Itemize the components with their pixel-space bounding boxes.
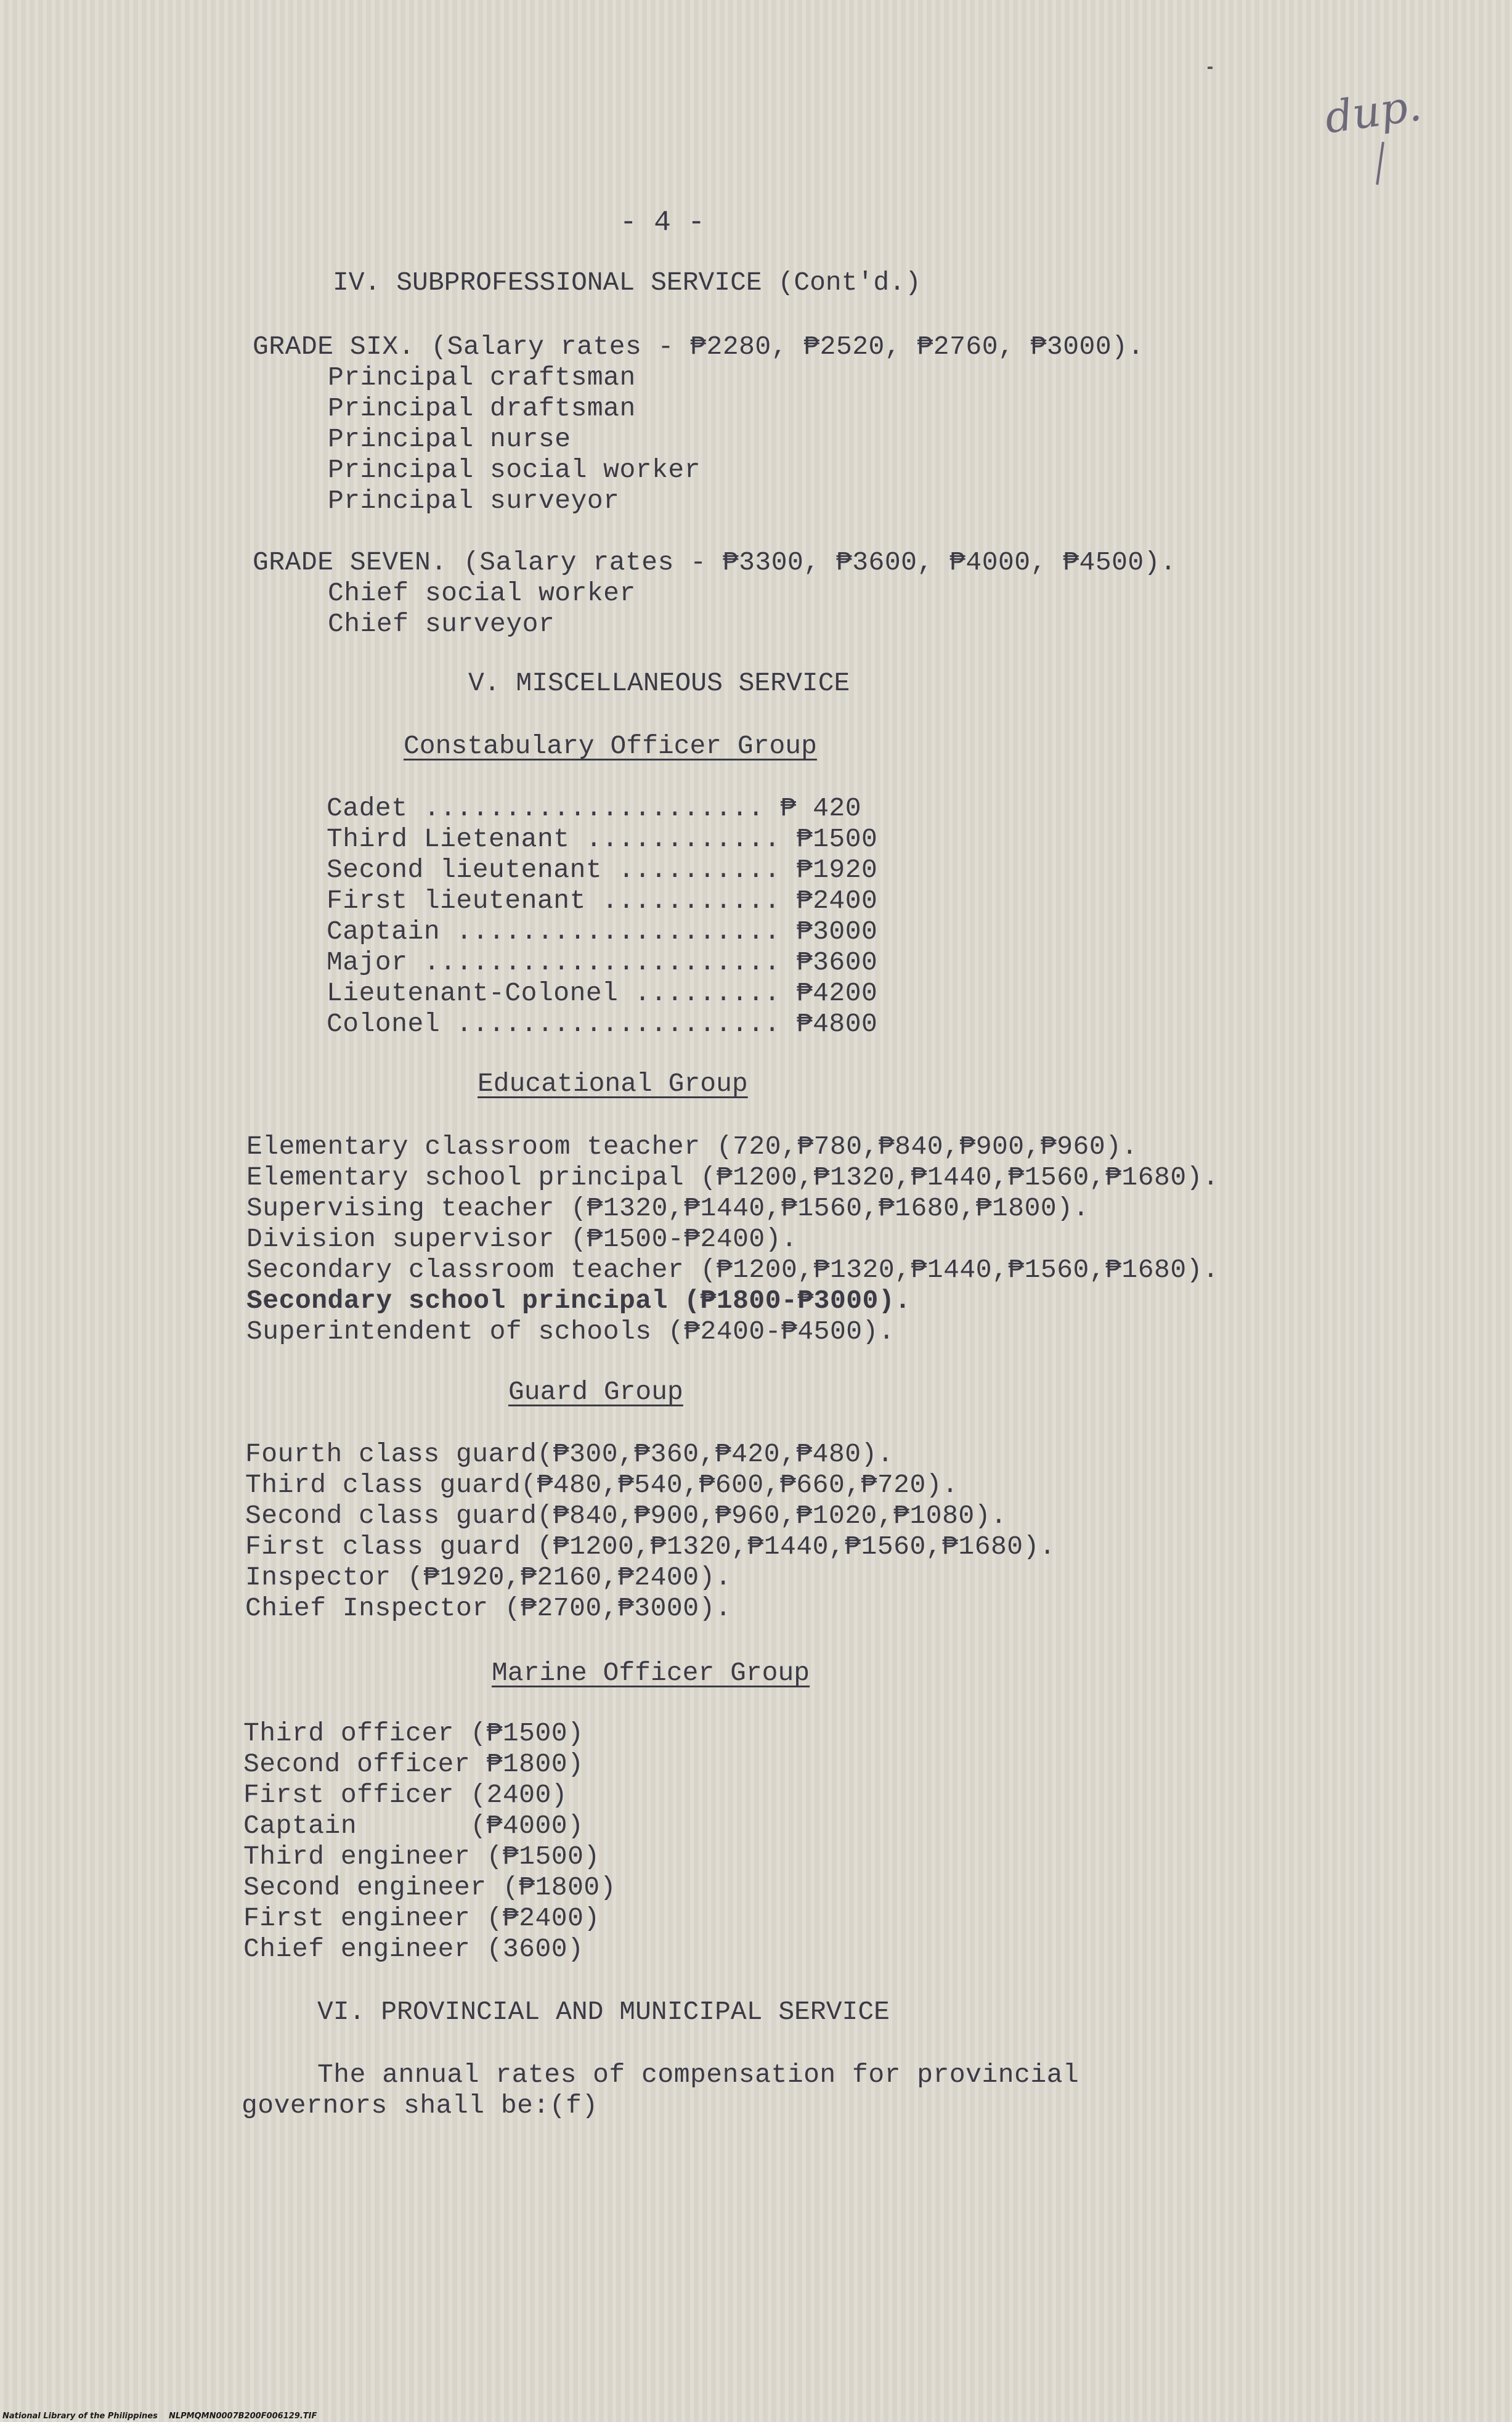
annotation-stroke (1376, 142, 1384, 185)
provincial-heading: VI. PROVINCIAL AND MUNICIPAL SERVICE (317, 1997, 890, 2027)
constabulary-row: First lieutenant ........... ₱2400 (327, 886, 878, 916)
guard-row: Third class guard(₱480,₱540,₱600,₱660,₱720). (245, 1470, 959, 1500)
provincial-text-line: governors shall be:(f) (242, 2090, 598, 2121)
constabulary-row: Second lieutenant .......... ₱1920 (327, 855, 878, 885)
marine-row: Third engineer (₱1500) (243, 1841, 600, 1872)
educational-row: Secondary school principal (₱1800-₱3000). (246, 1286, 911, 1316)
grade-six-item: Principal nurse (328, 424, 571, 454)
constabulary-row: Cadet ..................... ₱ 420 (327, 793, 862, 823)
grade-six-item: Principal craftsman (328, 362, 636, 393)
educational-row: Division supervisor (₱1500-₱2400). (246, 1224, 798, 1254)
grade-seven-item: Chief social worker (328, 578, 636, 608)
marine-row: Captain (₱4000) (243, 1811, 584, 1841)
educational-heading: Educational Group (478, 1069, 748, 1099)
educational-row: Superintendent of schools (₱2400-₱4500). (246, 1316, 895, 1347)
miscellaneous-heading: V. MISCELLANEOUS SERVICE (468, 668, 850, 698)
grade-seven-heading: GRADE SEVEN. (Salary rates - ₱3300, ₱3600, ₱4000, ₱4500). (253, 547, 1177, 577)
guard-row: First class guard (₱1200,₱1320,₱1440,₱1560,₱1680). (245, 1531, 1056, 1562)
educational-row: Elementary school principal (₱1200,₱1320,₱1440,₱1560,₱1680). (246, 1162, 1219, 1193)
marine-row: First engineer (₱2400) (243, 1903, 600, 1933)
grade-seven-item: Chief surveyor (328, 609, 555, 639)
grade-six-item: Principal social worker (328, 455, 701, 485)
grade-six-item: Principal draftsman (328, 393, 636, 423)
constabulary-heading: Constabulary Officer Group (404, 731, 817, 761)
grade-six-heading: GRADE SIX. (Salary rates - ₱2280, ₱2520, ₱2760, ₱3000). (253, 332, 1144, 362)
marine-heading: Marine Officer Group (492, 1658, 810, 1688)
guard-row: Second class guard(₱840,₱900,₱960,₱1020,₱1080). (245, 1501, 1007, 1531)
marine-row: Second officer ₱1800) (243, 1749, 584, 1779)
marine-row: First officer (2400) (243, 1780, 568, 1810)
educational-row: Secondary classroom teacher (₱1200,₱1320,₱1440,₱1560,₱1680). (246, 1255, 1219, 1285)
guard-row: Fourth class guard(₱300,₱360,₱420,₱480). (245, 1439, 894, 1469)
constabulary-row: Captain .................... ₱3000 (327, 916, 878, 947)
footer-caption: National Library of the Philippines NLPMQMN0007B200F006129.TIF (2, 2412, 317, 2421)
marine-row: Chief engineer (3600) (243, 1934, 584, 1964)
annotation-text: dup. (1322, 80, 1425, 144)
educational-row: Elementary classroom teacher (720,₱780,₱840,₱900,₱960). (246, 1131, 1138, 1162)
grade-six-item: Principal surveyor (328, 486, 620, 516)
guard-heading: Guard Group (508, 1377, 683, 1407)
page-number: - 4 - (620, 206, 705, 239)
constabulary-row: Third Lietenant ............ ₱1500 (327, 824, 878, 854)
educational-row: Supervising teacher (₱1320,₱1440,₱1560,₱1680,₱1800). (246, 1193, 1089, 1223)
constabulary-row: Major ...................... ₱3600 (327, 947, 878, 977)
paper-speck (1208, 67, 1213, 69)
marine-row: Third officer (₱1500) (243, 1718, 584, 1748)
constabulary-row: Lieutenant-Colonel ......... ₱4200 (327, 978, 878, 1008)
provincial-text-line: The annual rates of compensation for provincial (317, 2060, 1079, 2090)
constabulary-row: Colonel .................... ₱4800 (327, 1009, 878, 1039)
marine-row: Second engineer (₱1800) (243, 1872, 616, 1902)
guard-row: Chief Inspector (₱2700,₱3000). (245, 1593, 732, 1623)
guard-row: Inspector (₱1920,₱2160,₱2400). (245, 1562, 732, 1592)
subprofessional-heading: IV. SUBPROFESSIONAL SERVICE (Cont'd.) (333, 267, 921, 298)
